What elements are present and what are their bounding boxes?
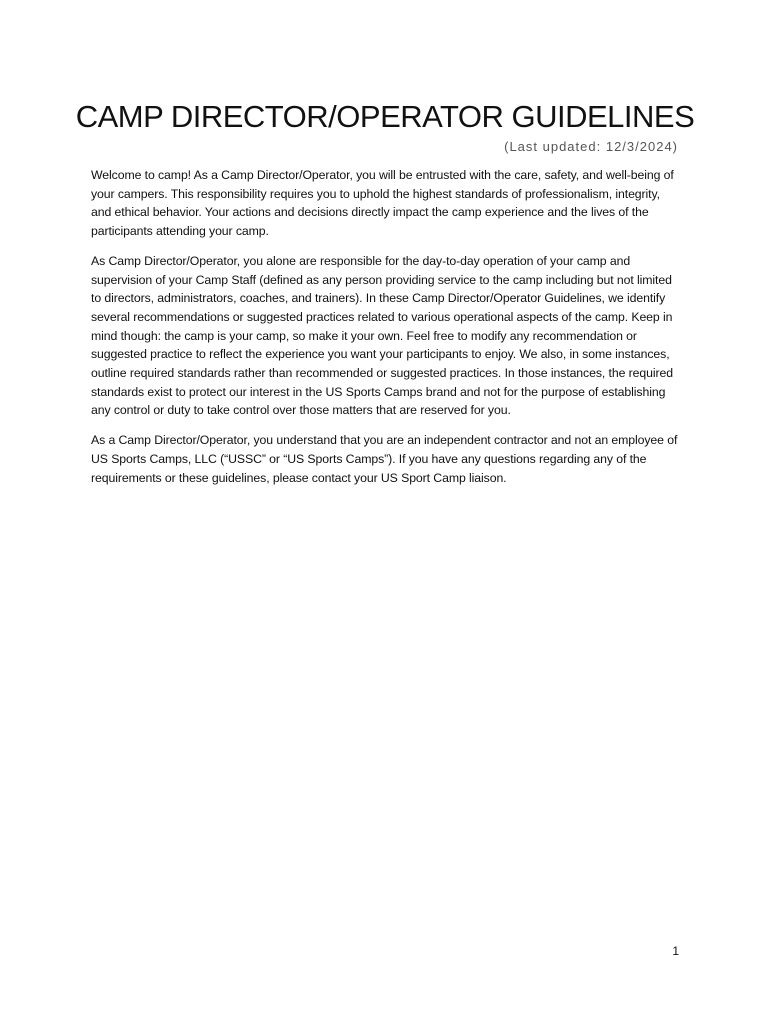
- responsibility-paragraph: As Camp Director/Operator, you alone are responsible for the day-to-day operation of your camp and supervision of your Camp Staff (defined as any person providing service to the camp including but not limited to directors, administrators, coaches, and trainers). In these Camp Director/Operator Guidelines, we identify several recommendations or suggested practices related to various operational aspects of the camp. Keep in mind though: the camp is your camp, so make it your own. Feel free to modify any recommendation or suggested practice to reflect the experience you want your participants to enjoy. We also, in some instances, outline required standards rather than recommended or suggested practices. In those instances, the required standards exist to protect our interest in the US Sports Camps brand and not for the purpose of establishing any control or duty to take control over those matters that are reserved for you.: [91, 253, 673, 418]
- last-updated-date: (Last updated: 12/3/2024): [504, 139, 678, 154]
- document-body: [91, 166, 679, 498]
- document-title: CAMP DIRECTOR/OPERATOR GUIDELINES: [75, 99, 695, 134]
- page-number: 1: [672, 944, 679, 958]
- contractor-paragraph: As a Camp Director/Operator, you understand that you are an independent contractor and not an employee of US Sports Camps, LLC (“USSC” or “US Sports Camps”). If you have any questions regarding any of the requirements or these guidelines, please contact your US Sport Camp liaison.: [91, 433, 678, 485]
- intro-paragraph: Welcome to camp! As a Camp Director/Operator, you will be entrusted with the care, safety, and well-being of your campers. This responsibility requires you to uphold the highest standards of professionalism, integrity, and ethical behavior. Your actions and decisions directly impact the camp experience and the lives of the participants attending your camp.: [91, 168, 674, 239]
